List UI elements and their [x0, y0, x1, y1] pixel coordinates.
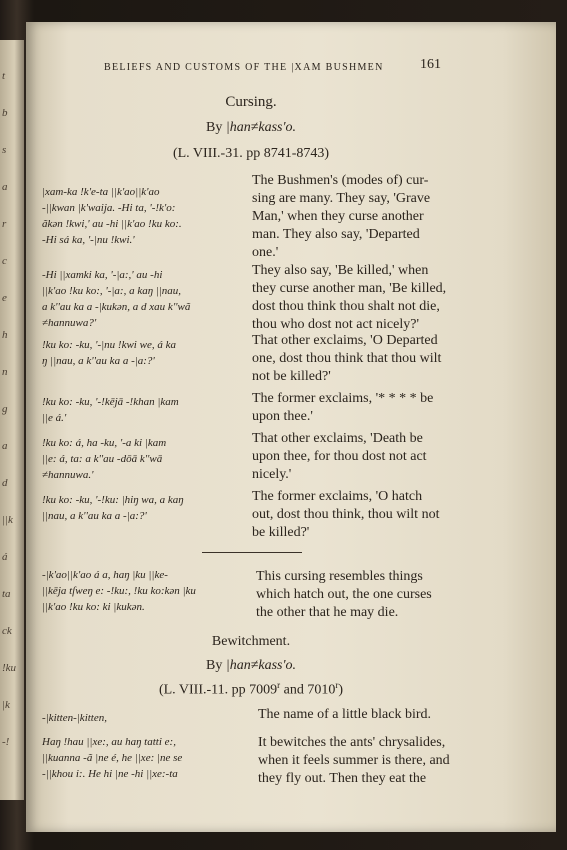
english-text: The former exclaims, '* * * * be upon thee.'	[252, 391, 434, 424]
facing-page-fragment: s	[2, 144, 7, 156]
by-label: By	[206, 120, 223, 135]
english-text: It bewitches the ants' chrysalides, when it feels summer is there, and they fly out. Then they eat the	[258, 735, 450, 786]
bushman-text: |xam-ka !k'e-ta ||k'ao||k'ao -||kwan |k'waija. -Hi ta, '-!k'o: ãkən !kwi,' au -hi ||k'ao !ku ko:. -Hi sá ka, '-|nu !kwi.'	[42, 186, 182, 246]
facing-page-fragment: e	[2, 292, 7, 304]
reference-cursing: (L. VIII.-31. pp 8741-8743)	[172, 146, 330, 161]
english-text: This cursing resembles things which hatch out, the one curses the other that he may die.	[256, 569, 432, 620]
facing-page-fragment: b	[2, 107, 8, 119]
english-text: The former exclaims, 'O hatch out, dost thou think, thou wilt not be killed?'	[252, 489, 440, 540]
facing-page-fragment: -!	[2, 736, 10, 748]
author-line-bewitchment	[26, 658, 476, 674]
english-text: The Bushmen's (modes of) cur- sing are many. They say, 'Grave Man,' when they curse another man. They also say, 'Departed one.'	[252, 173, 431, 260]
author-line-cursing	[26, 120, 476, 136]
bushman-text: !ku ko: -ku, '-|nu !kwi we, á ka ŋ ||nau, a k''au ka a -|a:?'	[42, 339, 176, 367]
facing-page-fragment: á	[2, 551, 8, 563]
section-title-cursing: Cursing.	[225, 94, 277, 110]
english-text: That other exclaims, 'Death be upon thee, for thou dost not act nicely.'	[252, 431, 427, 482]
facing-page-fragment: t	[2, 70, 6, 82]
author-name: |han≠kass'o.	[225, 120, 296, 135]
facing-page-fragment: ||k	[2, 514, 13, 526]
reference-bewitchment: (L. VIII.-11. pp 7009$^r$ and 7010$^r$)	[158, 680, 344, 698]
by-label: By	[206, 658, 223, 673]
facing-page-edge	[0, 40, 24, 800]
facing-page-fragment: n	[2, 366, 8, 378]
bushman-text: !ku ko: á, ha -ku, '-a ki |kam ||e: á, ta: a k''au -dōā k''wā ≠hannuwa.'	[42, 437, 167, 481]
facing-page-fragment: c	[2, 255, 7, 267]
bushman-text: Haŋ !hau ||xe:, au haŋ tatti e:, ||kuanna -ã |ne é, he ||xe: |ne se -||khou i:. He hi |ne -hi ||xe:-ta	[42, 736, 183, 780]
facing-page-fragment: r	[2, 218, 7, 230]
bushman-text: -|k'ao||k'ao á a, haŋ |ku ||ke- ||kēja tſweŋ e: -!ku:, !ku ko:kən |ku ||k'ao !ku ko: ki |kukən.	[42, 569, 196, 613]
facing-page-fragment: a	[2, 181, 8, 193]
facing-page-fragment: g	[2, 403, 8, 415]
facing-page-fragment: a	[2, 440, 8, 452]
bushman-text: !ku ko: -ku, '-!kējā -!khan |kam ||e á.'	[42, 396, 179, 424]
facing-page-fragment: h	[2, 329, 8, 341]
facing-page-fragment: |k	[2, 699, 10, 711]
bushman-text: -Hi ||xamki ka, '-|a:,' au -hi ||k'ao !ku ko:, '-|a:, a kaŋ ||nau, a k''au ka a -|kukən, a d xau k''wã ≠hannuwa?'	[42, 269, 191, 329]
english-text: The name of a little black bird.	[258, 707, 431, 722]
facing-page-fragment: ta	[2, 588, 11, 600]
facing-page-fragment: ck	[2, 625, 12, 637]
bushman-text: -|kitten-|kitten,	[42, 712, 107, 724]
book-page	[26, 22, 556, 832]
english-text: That other exclaims, 'O Departed one, dost thou think that thou wilt not be killed?'	[252, 333, 442, 384]
page-number: 161	[420, 57, 441, 72]
facing-page-fragment: d	[2, 477, 8, 489]
section-divider	[202, 552, 302, 553]
running-header: BELIEFS AND CUSTOMS OF THE |XAM BUSHMEN	[104, 62, 384, 73]
section-title-bewitchment: Bewitchment.	[211, 634, 291, 649]
author-name: |han≠kass'o.	[225, 658, 296, 673]
bushman-text: !ku ko: -ku, '-!ku: |hiŋ wa, a kaŋ ||nau, a k''au ka a -|a:?'	[42, 494, 184, 522]
facing-page-fragment: !ku	[2, 662, 17, 674]
english-text: They also say, 'Be killed,' when they curse another man, 'Be killed, dost thou think thou shalt not die, thou who dost not act nicely?'	[252, 263, 447, 332]
